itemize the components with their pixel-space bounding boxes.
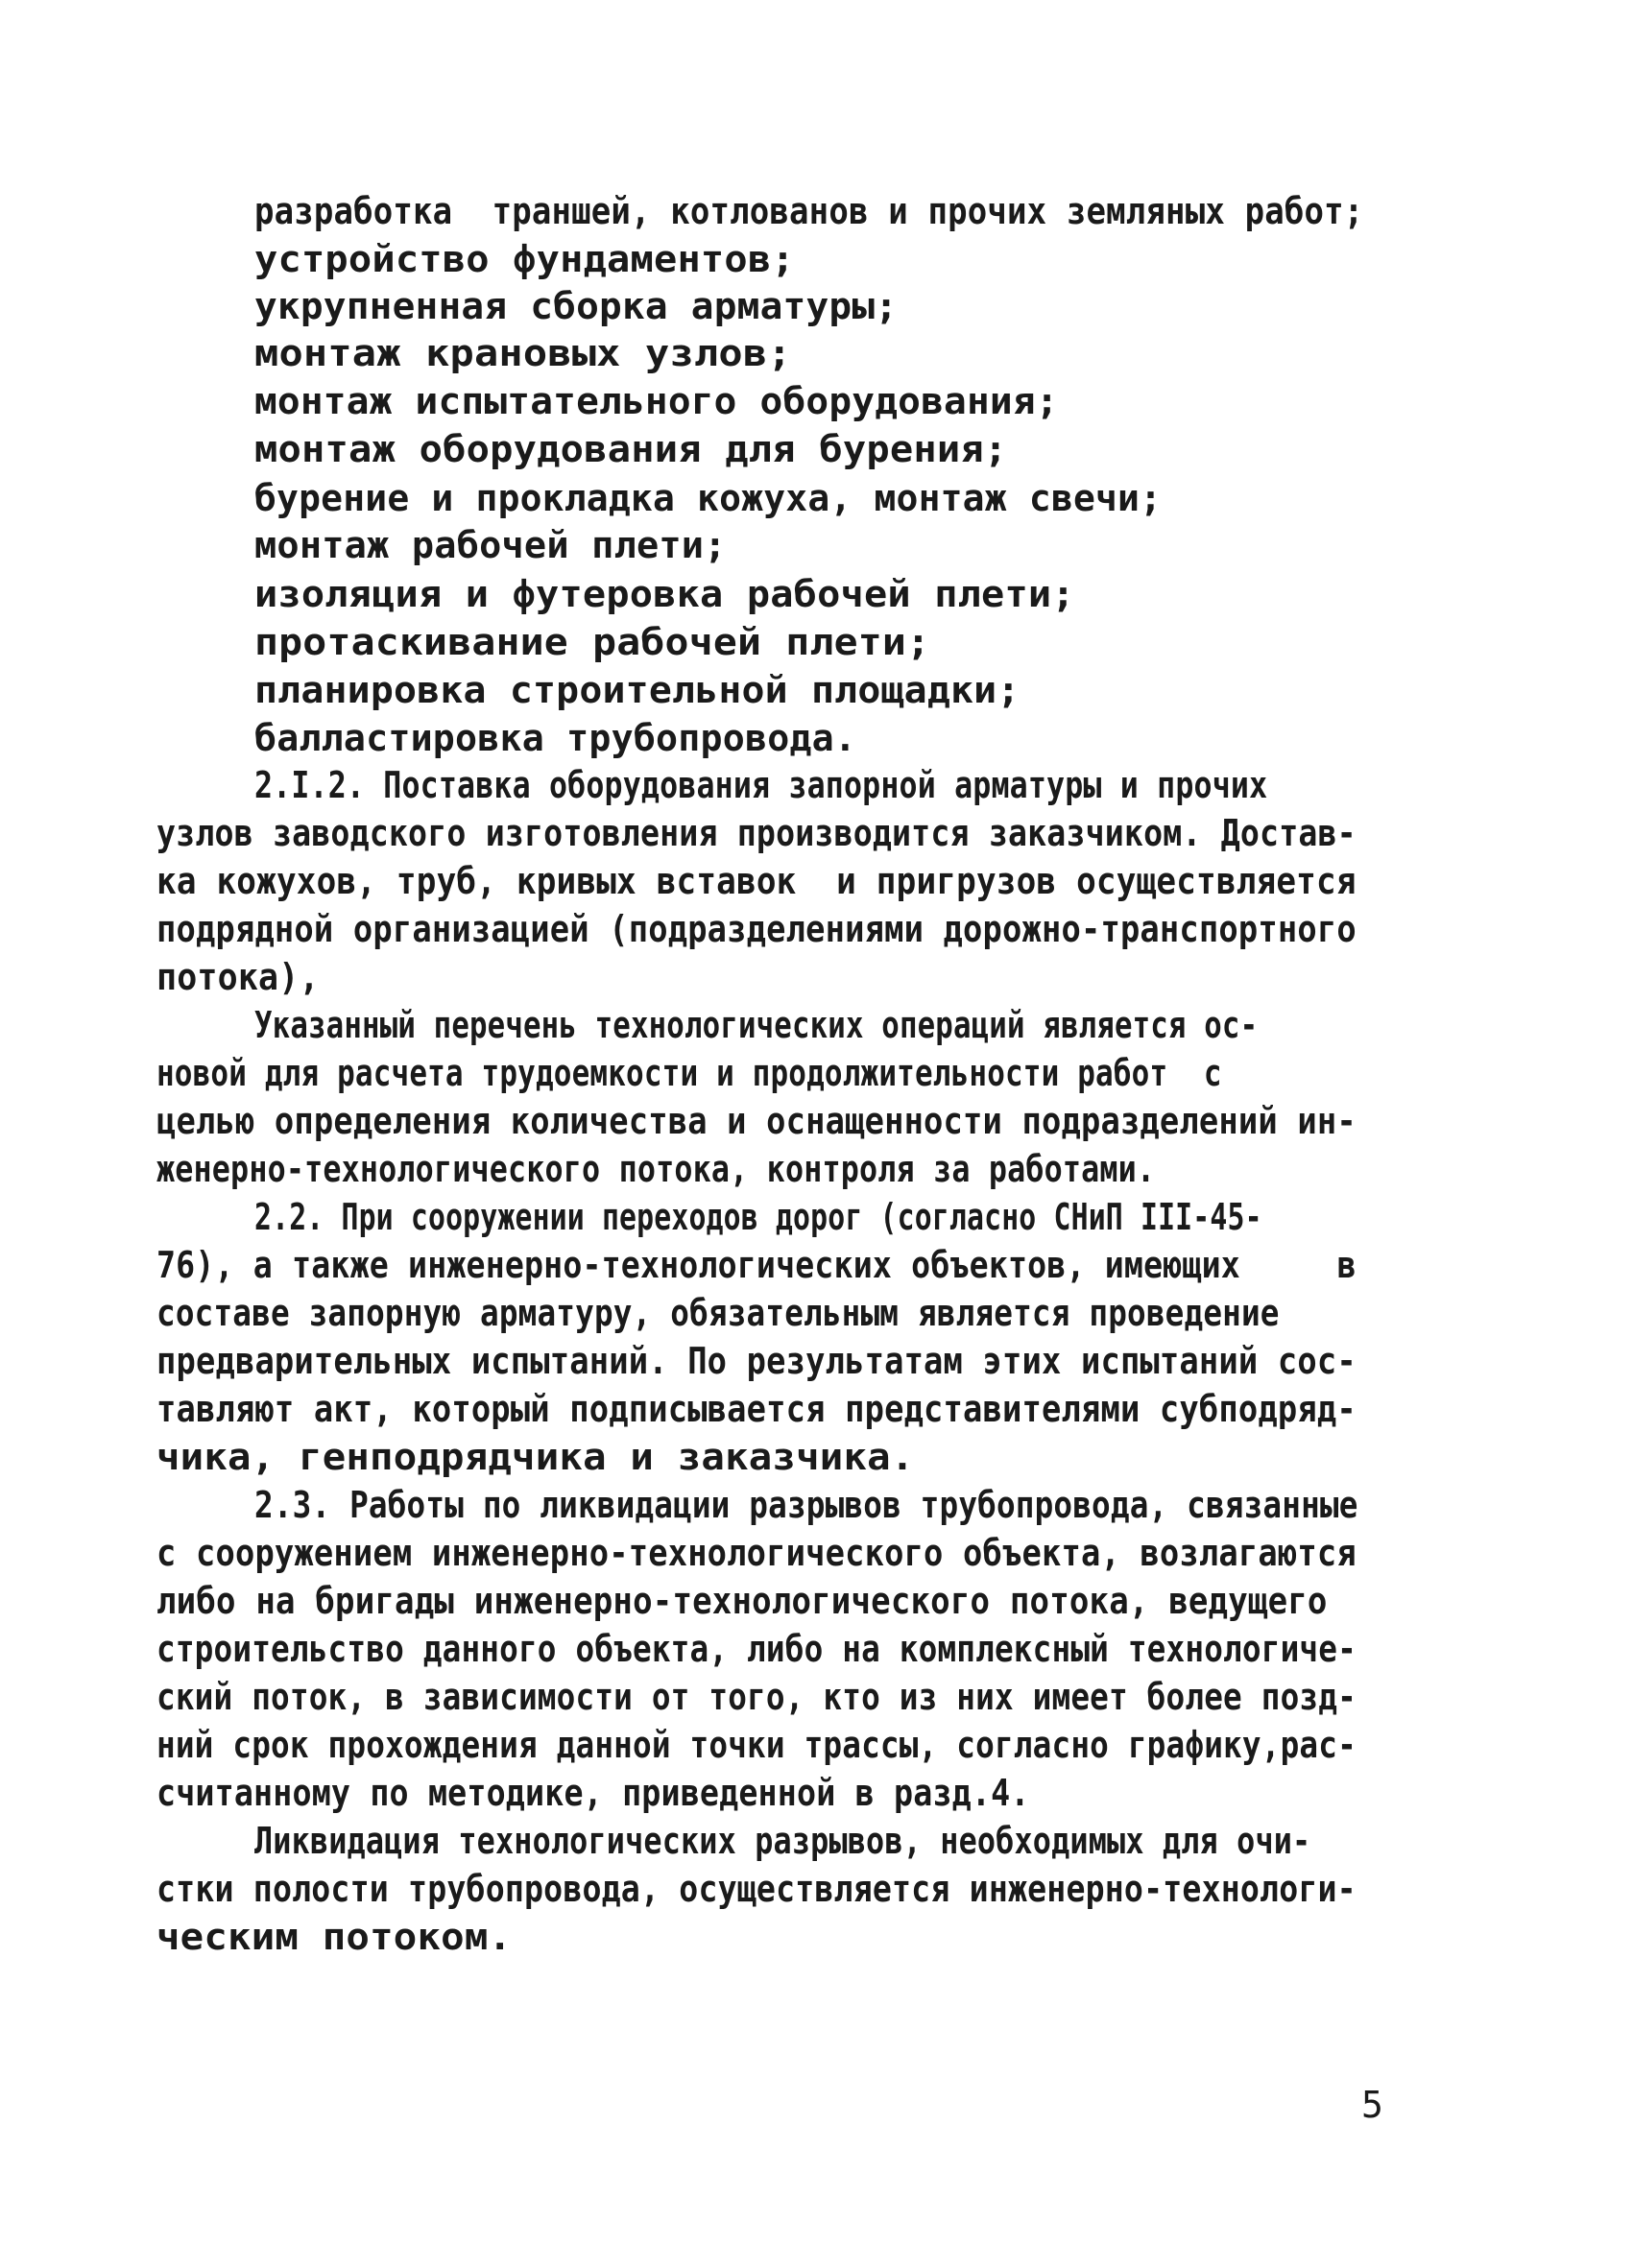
text-line: чика, генподрядчика и заказчика. xyxy=(156,1436,915,1478)
text-line: ний срок прохождения данной точки трассы, согласно графику,рас- xyxy=(156,1724,1357,1766)
text-line: с сооружением инженерно-технологического объекта, возлагаются xyxy=(156,1532,1357,1574)
text-line: потока), xyxy=(156,956,320,998)
text-line: изоляция и футеровка рабочей плети; xyxy=(254,573,1075,615)
text-line: узлов заводского изготовления производится заказчиком. Достав- xyxy=(156,812,1357,854)
text-line: новой для расчета трудоемкости и продолжительности работ с xyxy=(156,1052,1222,1094)
text-line: 2.3. Работы по ликвидации разрывов трубопровода, связанные xyxy=(254,1484,1358,1526)
text-line: либо на бригады инженерно-технологического потока, ведущего xyxy=(156,1580,1328,1622)
text-line: строительство данного объекта, либо на комплексный технологиче- xyxy=(156,1628,1357,1670)
text-line: протаскивание рабочей плети; xyxy=(254,621,931,663)
text-line: составе запорную арматуру, обязательным является проведение xyxy=(156,1292,1280,1334)
text-line: стки полости трубопровода, осуществляется инженерно-технологи- xyxy=(156,1868,1357,1910)
text-line: укрупненная сборка арматуры; xyxy=(254,285,899,327)
text-line: монтаж испытательного оборудования; xyxy=(254,380,1059,422)
text-line: монтаж оборудования для бурения; xyxy=(254,428,1008,470)
page-number: 5 xyxy=(1361,2084,1383,2126)
text-line: планировка строительной площадки; xyxy=(254,669,1021,711)
text-line: монтаж рабочей плети; xyxy=(254,524,727,566)
text-line: женерно-технологического потока, контроля за работами. xyxy=(156,1148,1156,1190)
text-line: Указанный перечень технологических операций является ос- xyxy=(254,1004,1259,1046)
text-line: целью определения количества и оснащенности подразделений ин- xyxy=(156,1100,1357,1142)
text-line: ский поток, в зависимости от того, кто из них имеет более позд- xyxy=(156,1676,1357,1718)
text-line: ческим потоком. xyxy=(156,1916,513,1958)
text-line: предварительных испытаний. По результатам этих испытаний сос- xyxy=(156,1340,1357,1382)
text-line: балластировка трубопровода. xyxy=(254,717,857,759)
text-line: Ликвидация технологических разрывов, необходимых для очи- xyxy=(254,1820,1311,1862)
text-line: 76), а также инженерно-технологических объектов, имеющих в xyxy=(156,1244,1357,1286)
text-line: монтаж крановых узлов; xyxy=(254,332,792,374)
text-line: ка кожухов, труб, кривых вставок и пригрузов осуществляется xyxy=(156,860,1357,902)
text-line: считанному по методике, приведенной в разд.4. xyxy=(156,1772,1030,1814)
text-line: устройство фундаментов; xyxy=(254,238,795,280)
text-line: разработка траншей, котлованов и прочих земляных работ; xyxy=(254,190,1364,232)
text-line: тавляют акт, который подписывается представителями субподряд- xyxy=(156,1388,1357,1430)
text-line: бурение и прокладка кожуха, монтаж свечи; xyxy=(254,477,1163,519)
text-line: подрядной организацией (подразделениями дорожно-транспортного xyxy=(156,908,1357,950)
text-line: 2.2. При сооружении переходов дорог (согласно СНиП III-45- xyxy=(254,1196,1262,1238)
text-line: 2.I.2. Поставка оборудования запорной арматуры и прочих xyxy=(254,764,1268,806)
